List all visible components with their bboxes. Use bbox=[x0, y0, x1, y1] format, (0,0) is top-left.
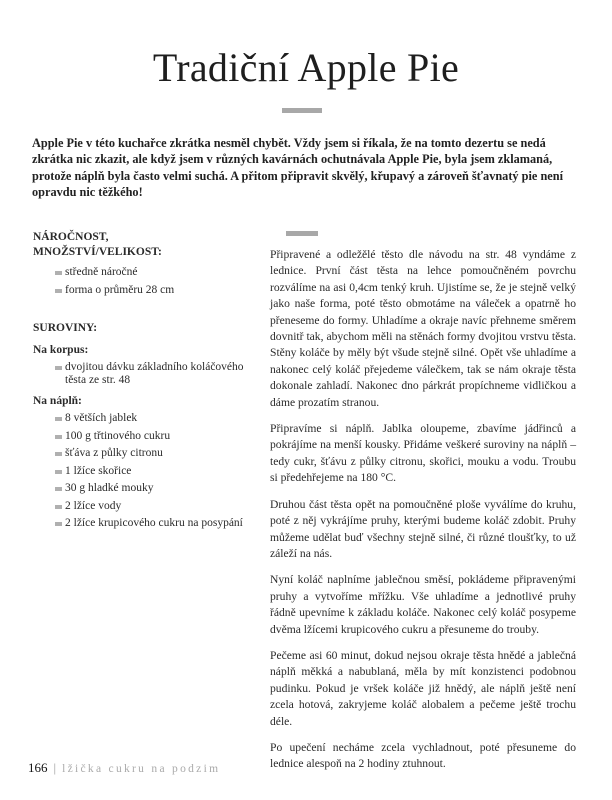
bullet-icon bbox=[55, 487, 62, 491]
bullet-icon bbox=[55, 505, 62, 509]
list-item bbox=[55, 482, 248, 495]
step-paragraph: Nyní koláč naplníme jablečnou směsí, pokládeme připravenými pruhy a vytvoříme mřížku. Vše uhladíme a jednotlivé pruhy řádně upevníme k základu koláče. Nakonec celý koláč posypeme dvěma lžícemi krupicového cukru a přesuneme do trouby. bbox=[270, 573, 576, 636]
step-paragraph: Druhou část těsta opět na pomoučněné ploše vyválíme do kruhu, poté z něj vykrájíme pruhy, kterými budeme koláč zdobit. Pruhy můžeme udělat buď všechny stejně silné, či různé tloušťky, to už záleží na nás. bbox=[270, 497, 576, 560]
crust-heading: Na korpus: bbox=[33, 344, 89, 356]
list-item bbox=[55, 517, 248, 530]
list-item-text: forma o průměru 28 cm bbox=[65, 283, 175, 296]
step-paragraph: Po upečení necháme zcela vychladnout, poté přesuneme do lednice alespoň na 2 hodiny ztuhnout. bbox=[270, 740, 576, 771]
list-item-text: středně náročné bbox=[65, 266, 138, 278]
list-item-text: 2 lžíce vody bbox=[65, 499, 122, 512]
bullet-icon bbox=[55, 452, 62, 456]
list-item-text: 2 lžíce krupicového cukru na posypání bbox=[65, 517, 243, 529]
bullet-icon bbox=[55, 366, 62, 370]
book-title: lžička cukru na podzim bbox=[62, 763, 221, 775]
list-item-text: dvojitou dávku základního koláčového těsta ze str. 48 bbox=[65, 361, 244, 386]
list-item bbox=[55, 447, 248, 460]
ingredients-sidebar bbox=[33, 230, 248, 535]
footer-separator: | bbox=[53, 760, 57, 775]
step-paragraph: Pečeme asi 60 minut, dokud nejsou okraje těsta hnědé a jablečná náplň měkká a nabublaná, měla by mít konzistenci podobnou pudinku. Pokud je vršek koláče již hnědý, ale náplň ještě není zcela hotová, zakryjeme koláč alobalem a pečeme ještě trochu déle. bbox=[270, 648, 576, 728]
difficulty-heading-line2: MNOŽSTVÍ/VELIKOST: bbox=[33, 246, 162, 258]
list-item bbox=[55, 500, 248, 513]
list-item bbox=[55, 266, 248, 279]
page-footer bbox=[28, 760, 220, 776]
page-number: 166 bbox=[28, 760, 48, 775]
step-paragraph: Připravíme si náplň. Jablka oloupeme, zbavíme jádřinců a pokrájíme na menší kousky. Přidáme veškeré suroviny na náplň – tedy cukr, šťávu z půlky citronu, skořici, mouku a vodu. Troubu si předehřejeme na 180 °C. bbox=[270, 422, 576, 485]
list-item bbox=[55, 361, 248, 387]
bullet-icon bbox=[55, 522, 62, 526]
list-item bbox=[55, 284, 248, 297]
list-item-text: 30 g hladké mouky bbox=[65, 482, 154, 494]
list-item-text: 100 g třtinového cukru bbox=[65, 429, 171, 442]
instructions bbox=[270, 247, 576, 783]
page-title: Tradiční Apple Pie bbox=[152, 45, 460, 90]
ingredients-heading: SUROVINY: bbox=[33, 322, 98, 334]
intro-paragraph: Apple Pie v této kuchařce zkrátka nesměl chybět. Vždy jsem si říkala, že na tomto dezertu se nedá zkrátka nic zkazit, ale když jsem v různých kavárnách ochutnávala Apple Pie, byla jsem zklamaná, protože náplň byla často velmi suchá. A přitom připravit skvělý, křupavý a zároveň šťavnatý pie není opravdu nic těžkého! bbox=[32, 136, 563, 199]
list-item bbox=[55, 430, 248, 443]
title-divider bbox=[282, 108, 322, 113]
bullet-icon bbox=[55, 417, 62, 421]
difficulty-list bbox=[33, 266, 248, 297]
filling-heading: Na náplň: bbox=[33, 395, 82, 407]
list-item bbox=[55, 465, 248, 478]
list-item-text: 1 lžíce skořice bbox=[65, 464, 132, 477]
list-item bbox=[55, 412, 248, 425]
filling-list bbox=[33, 412, 248, 530]
difficulty-heading-line1: NÁROČNOST, bbox=[33, 231, 109, 243]
crust-list bbox=[33, 361, 248, 387]
list-item-text: šťáva z půlky citronu bbox=[65, 447, 163, 459]
bullet-icon bbox=[55, 435, 62, 439]
step-paragraph: Připravené a odležělé těsto dle návodu na str. 48 vyndáme z lednice. První část těsta na lehce pomoučněném povrchu rozválíme na asi 0,4cm tenký kruh. Ujistíme se, že je stejně velký jako naše forma, poté těsto obmotáme na váleček a opatrně ho přeneseme do formy. Uhladíme a okraje navíc přehneme směrem dovnitř tak, abychom měli na stěnách formy dvojitou vrstvu těsta. Stěny koláče by měly být všude stejně silné. Opět vše uhladíme a nakonec celý koláč přejedeme válečkem, tak se nám okraje těsta dokonale zahladí. Nakonec dno párkrát propíchneme vidličkou a dáme prozatím stranou. bbox=[270, 248, 576, 409]
bullet-icon bbox=[55, 470, 62, 474]
difficulty-heading bbox=[33, 230, 248, 260]
bullet-icon bbox=[55, 271, 62, 275]
bullet-icon bbox=[55, 289, 62, 293]
steps-divider bbox=[286, 231, 318, 236]
list-item-text: 8 větších jablek bbox=[65, 412, 138, 424]
